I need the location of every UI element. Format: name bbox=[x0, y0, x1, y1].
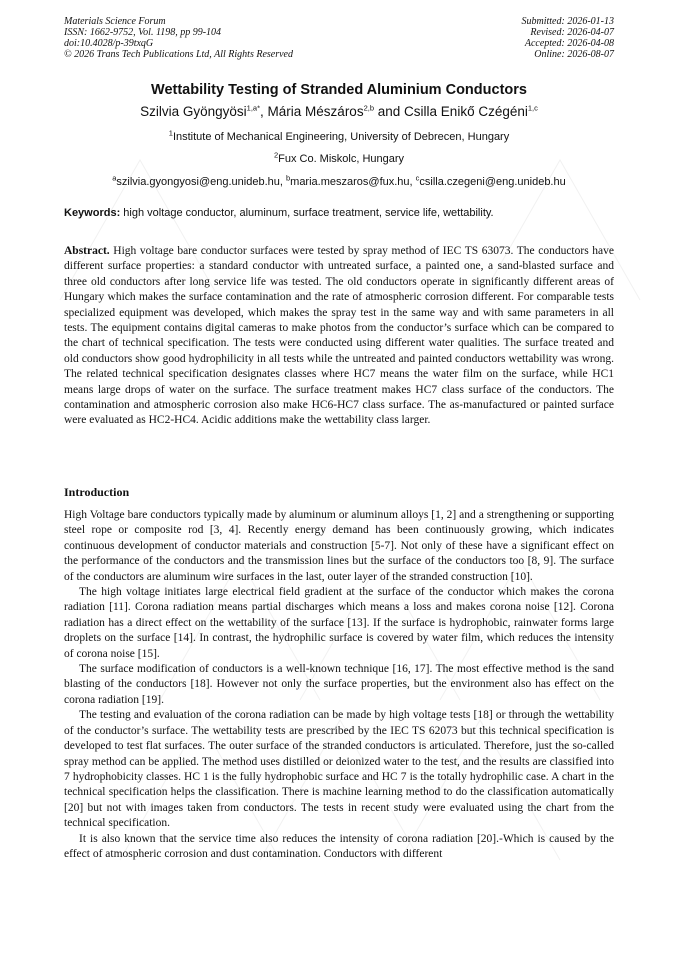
keywords-label: Keywords: bbox=[64, 207, 121, 219]
affiliation-1 bbox=[0, 128, 678, 143]
email-link[interactable]: maria.meszaros@fux.hu, bbox=[290, 176, 416, 188]
author-name: Mária Mészáros bbox=[267, 104, 364, 119]
introduction-body bbox=[64, 508, 614, 862]
author-affiliation-marker: 2,b bbox=[363, 103, 375, 113]
date-submitted: Submitted: 2026-01-13 bbox=[521, 16, 614, 27]
keywords-text: high voltage conductor, aluminum, surface treatment, service life, wettability. bbox=[120, 207, 494, 219]
publication-dates bbox=[522, 16, 615, 60]
journal-issn: ISSN: 1662-9752, Vol. 1198, pp 99-104 bbox=[64, 27, 222, 38]
date-online: Online: 2026-08-07 bbox=[534, 49, 614, 60]
author-separator: and bbox=[374, 104, 405, 119]
journal-doi: doi:10.4028/p-39txqG bbox=[64, 38, 154, 49]
paragraph: The testing and evaluation of the corona radiation can be made by high voltage tests [18] or through the wettability of the conductor’s surface. The wettability tests are prescribed by the IEC TS 62073 but this technical specification is developed to test flat surfaces. The outer surface of the stranded conductors is articulated. Therefore, just the so-called spray method can be applied. The method uses distilled or deionized water to the test, and the results are classified into 7 hydrophobicity classes. HC 1 is the fully hydrophobic surface and HC 7 is the totally hydrophilic case. A chart in the technical specification helps the classification. There is machine learning method to do the classification automatically [20] but not with images taken from conductors. The tests in recent study were evaluated using the chart from the technical specification. bbox=[64, 709, 614, 830]
email-marker: c bbox=[415, 173, 420, 183]
abstract-label: Abstract. bbox=[64, 245, 110, 257]
author-emails bbox=[0, 173, 678, 188]
author-affiliation-marker: 1,c bbox=[527, 103, 538, 113]
journal-name: Materials Science Forum bbox=[64, 16, 166, 27]
journal-info bbox=[64, 16, 293, 60]
section-heading-introduction: Introduction bbox=[64, 485, 130, 499]
affiliation-marker: 1 bbox=[168, 128, 173, 138]
paragraph: High Voltage bare conductors typically made by aluminum or aluminum alloys [1, 2] and a strengthening or supporting steel rope or composite rod [3, 4]. Recently energy demand has been continuously growing, which indicates continuous development of conductor materials and construction [5-7]. Not only of these have a significant effect on the performance of the conductors and the transmission lines but the surface of the conductors too [8, 9]. The surface of the conductors are aluminum wire surfaces in the last, outer layer of the stranded construction [10]. bbox=[64, 509, 614, 583]
abstract-text: High voltage bare conductor surfaces were tested by spray method of IEC TS 63073. The conductors have different surface properties: a standard conductor with untreated surface, a painted one, a sand-blasted surface and three old conductors after long service life was tested. The old conductors operate in significantly different areas of Hungary which makes the surface contamination and the rate of atmospheric corrosion different. For comparable tests specialized equipment was developed, which makes the spray test in the same way and with same parameters in all tests. The equipment contains digital cameras to make photos from the conductor’s surface which can be compared to the chart of technical specification. The tests were conducted using different water qualities. The surface treated and old conductors show good hydrophilicity in all tests while the untreated and painted conductors wettability was wrong. The related technical specification designates classes where HC7 means the water film on the surface, while HC1 means large drops of water on the surface. The surface treatment makes HC7 class surface of the conductors. The contamination and atmospheric corrosion also make HC6-HC7 class surface. The as-manufactured or painted surface were evaluated as HC2-HC4. Acidic additions make the wettability class larger. bbox=[64, 245, 614, 427]
paper-title: Wettability Testing of Stranded Aluminium Conductors bbox=[151, 82, 527, 98]
date-accepted: Accepted: 2026-04-08 bbox=[524, 38, 614, 49]
paragraph: It is also known that the service time also reduces the intensity of corona radiation [20].-Which is caused by the effect of atmospheric corrosion and dust contamination. Conductors with different bbox=[64, 832, 614, 860]
author-name: Csilla Enikő Czégéni bbox=[404, 104, 528, 119]
email-link[interactable]: szilvia.gyongyosi@eng.unideb.hu, bbox=[116, 176, 286, 188]
author-name: Szilvia Gyöngyösi bbox=[140, 104, 247, 119]
email-marker: a bbox=[112, 173, 117, 183]
keywords bbox=[64, 207, 616, 219]
affiliation-2 bbox=[0, 150, 678, 165]
email-link[interactable]: csilla.czegeni@eng.unideb.hu bbox=[419, 176, 566, 188]
journal-copyright: © 2026 Trans Tech Publications Ltd, All Rights Reserved bbox=[64, 49, 293, 60]
affiliation-marker: 2 bbox=[273, 150, 279, 160]
affiliation-text: Fux Co. Miskolc, Hungary bbox=[278, 153, 405, 165]
email-marker: b bbox=[285, 173, 291, 183]
paragraph: The high voltage initiates large electrical field gradient at the surface of the conductor which makes the corona radiation [11]. Corona radiation means partial discharges which means a loss and makes corona noise [12]. Corona radiation has a direct effect on the wettability of the surface [13]. If the surface is hydrophobic, rainwater forms large droplets on the surface [14]. In contrast, the hydrophilic surface is covered by water film, which reduces the intensity of corona noise [15]. bbox=[64, 586, 614, 660]
paragraph: The surface modification of conductors is a well-known technique [16, 17]. The most effective method is the sand blasting of the conductors [18]. However not only the surface properties, but the environment also has effect on the corona radiation [19]. bbox=[64, 663, 614, 706]
date-revised: Revised: 2026-04-07 bbox=[530, 27, 614, 38]
author-affiliation-marker: 1,a* bbox=[246, 103, 261, 113]
abstract bbox=[64, 244, 614, 429]
affiliation-text: Institute of Mechanical Engineering, University of Debrecen, Hungary bbox=[172, 131, 510, 143]
author-list bbox=[0, 104, 678, 119]
author-separator: , bbox=[260, 104, 268, 119]
